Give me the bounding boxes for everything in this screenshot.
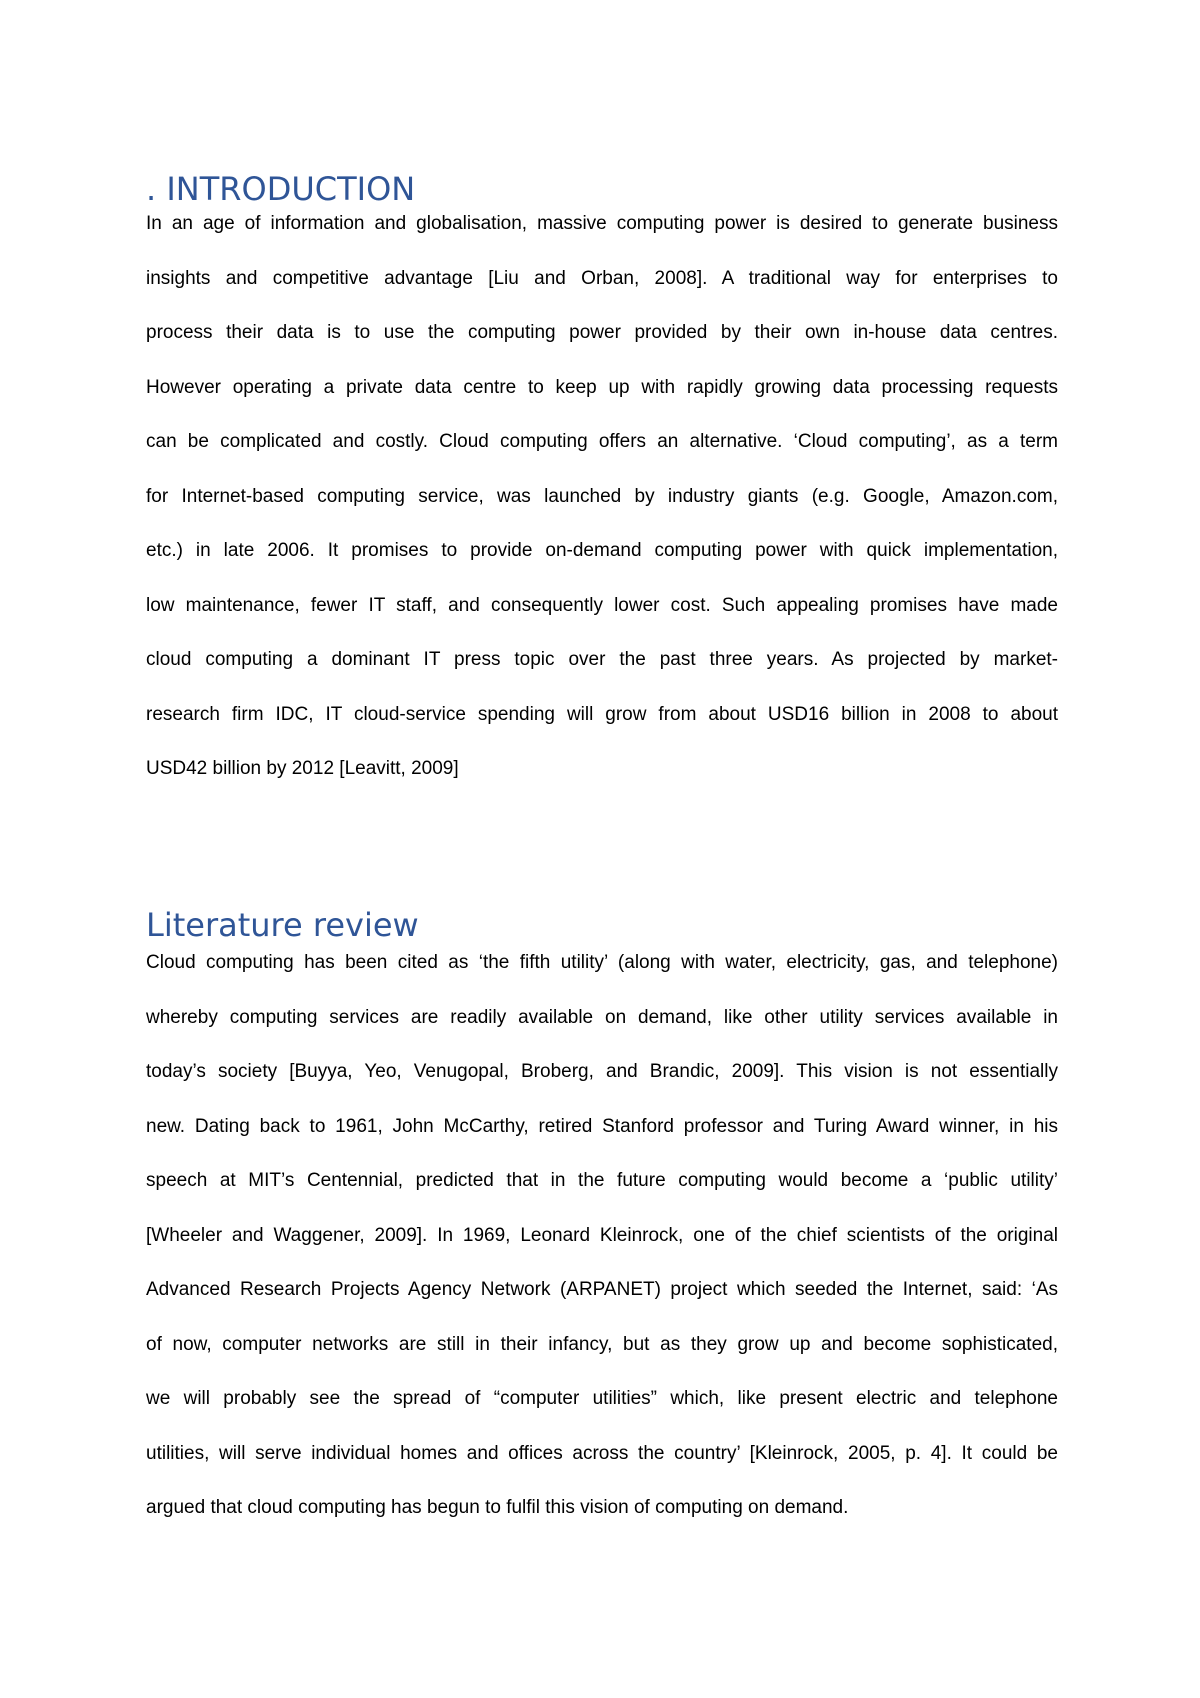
paragraph-line: new. Dating back to 1961, John McCarthy, retired Stanford professor and Turing Award winner, in his (146, 1115, 1058, 1137)
paragraph-line: low maintenance, fewer IT staff, and consequently lower cost. Such appealing promises have made (146, 594, 1058, 616)
introduction-paragraph (146, 197, 1058, 797)
paragraph-line: utilities, will serve individual homes and offices across the country’ [Kleinrock, 2005, p. 4]. It could be (146, 1442, 1058, 1464)
paragraph-line: [Wheeler and Waggener, 2009]. In 1969, Leonard Kleinrock, one of the chief scientists of the original (146, 1224, 1058, 1246)
literature-review-heading: Literature review (146, 906, 419, 944)
paragraph-line: cloud computing a dominant IT press topic over the past three years. As projected by market- (146, 649, 1058, 670)
paragraph-line: In an age of information and globalisation, massive computing power is desired to generate business (146, 213, 1058, 234)
paragraph-line: However operating a private data centre to keep up with rapidly growing data processing requests (146, 376, 1058, 398)
paragraph-line: today’s society [Buyya, Yeo, Venugopal, Broberg, and Brandic, 2009]. This vision is not essentially (146, 1061, 1058, 1082)
paragraph-line: USD42 billion by 2012 [Leavitt, 2009] (146, 758, 459, 779)
paragraph-line: etc.) in late 2006. It promises to provide on-demand computing power with quick implementation, (146, 540, 1058, 561)
paragraph-line: of now, computer networks are still in their infancy, but as they grow up and become sophisticated, (146, 1333, 1058, 1355)
paragraph-line: we will probably see the spread of “computer utilities” which, like present electric and telephone (146, 1388, 1058, 1409)
paragraph-line: insights and competitive advantage [Liu and Orban, 2008]. A traditional way for enterprises to (146, 267, 1058, 289)
paragraph-line: speech at MIT’s Centennial, predicted that in the future computing would become a ‘public utility’ (146, 1170, 1058, 1191)
paragraph-line: process their data is to use the computing power provided by their own in-house data centres. (146, 322, 1058, 343)
paragraph-line: for Internet-based computing service, was launched by industry giants (e.g. Google, Amazon.com, (146, 485, 1058, 507)
paragraph-line: Cloud computing has been cited as ‘the fifth utility’ (along with water, electricity, gas, and telephone) (146, 952, 1058, 973)
paragraph-line: whereby computing services are readily available on demand, like other utility services available in (146, 1006, 1058, 1028)
paragraph-line: argued that cloud computing has begun to fulfil this vision of computing on demand. (146, 1497, 849, 1518)
literature-review-paragraph (146, 936, 1058, 1536)
paragraph-line: Advanced Research Projects Agency Network (ARPANET) project which seeded the Internet, said: ‘As (146, 1279, 1058, 1300)
paragraph-line: research firm IDC, IT cloud-service spending will grow from about USD16 billion in 2008 to about (146, 703, 1058, 725)
introduction-heading: . INTRODUCTION (146, 170, 416, 208)
paragraph-line: can be complicated and costly. Cloud computing offers an alternative. ‘Cloud computing’, as a term (146, 431, 1058, 452)
